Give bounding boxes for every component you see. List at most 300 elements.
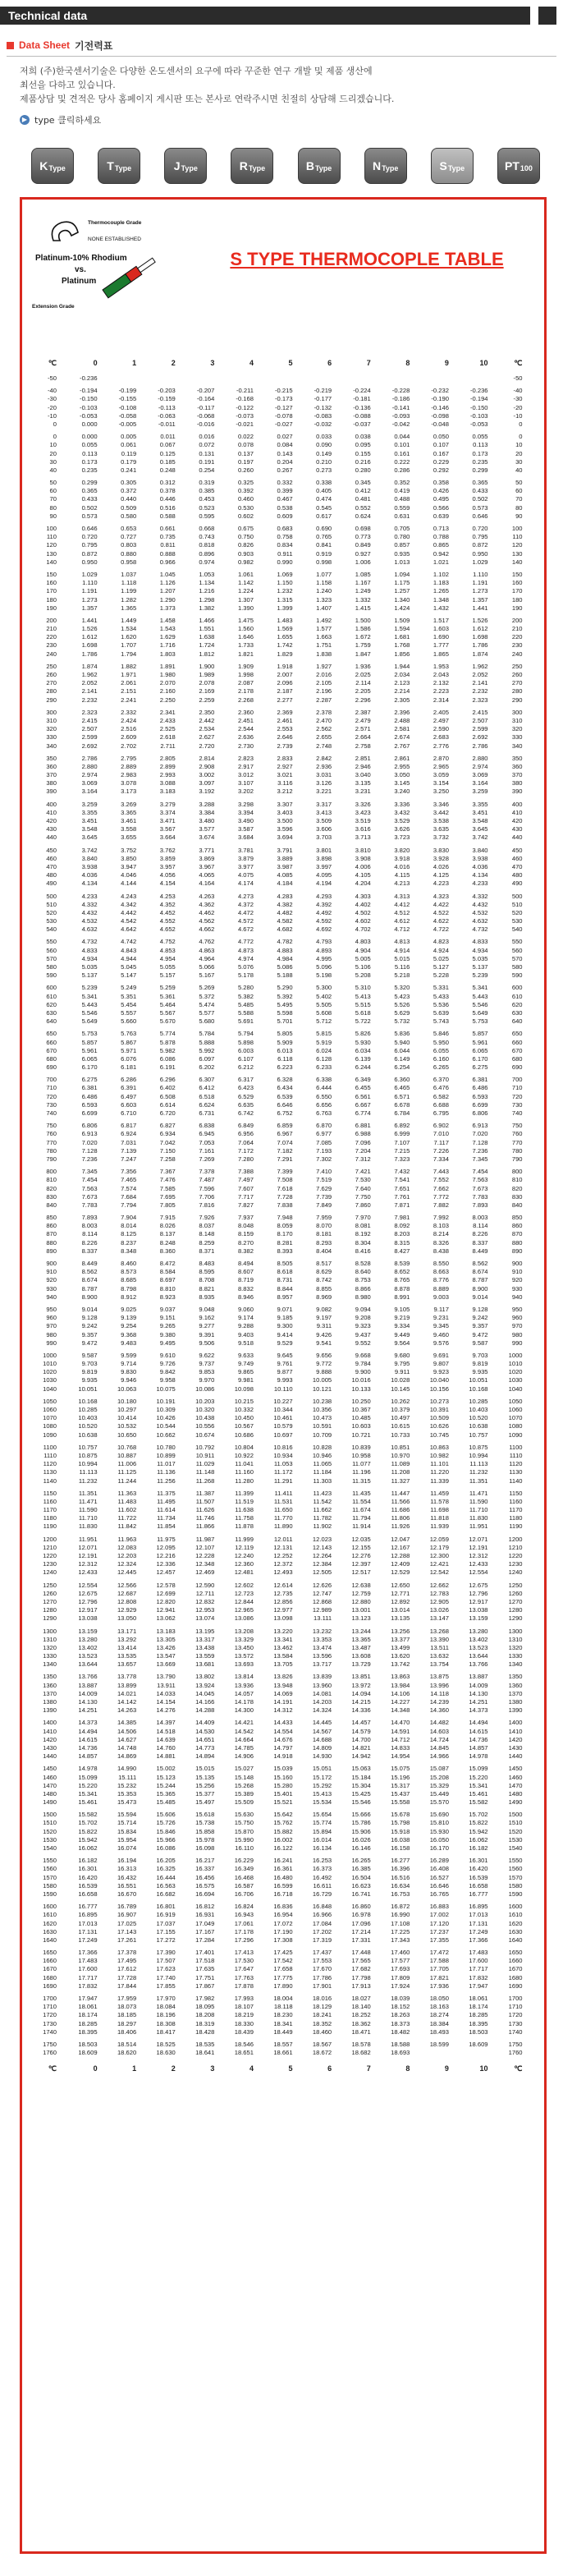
emf-cell: 10.532 [117, 1422, 137, 1430]
emf-cell: 7.236 [81, 1155, 98, 1163]
emf-cell: 13.948 [273, 1681, 293, 1689]
temperature-cell-right: 560 [511, 946, 523, 954]
emf-cell: -0.068 [196, 411, 215, 420]
emf-cell: 13.305 [156, 1635, 176, 1643]
emf-cell: 7.563 [81, 1184, 98, 1192]
emf-cell: 17.855 [156, 1981, 176, 1990]
table-row [30, 1890, 539, 1899]
emf-cell: 13.050 [117, 1614, 137, 1623]
emf-cell: 4.144 [121, 879, 137, 888]
temperature-cell-right: 1420 [508, 1735, 523, 1743]
emf-cell: 5.015 [394, 954, 410, 962]
emf-cell: 14.506 [117, 1727, 137, 1735]
emf-cell: 17.936 [429, 1981, 449, 1990]
emf-cell: 11.890 [273, 1522, 293, 1531]
emf-cell: 8.103 [433, 1222, 449, 1230]
emf-cell: 5.732 [394, 1017, 410, 1026]
emf-cell: 16.277 [391, 1857, 410, 1865]
emf-cell: 11.734 [157, 1514, 176, 1522]
emf-cell: 5.701 [277, 1017, 293, 1026]
emf-cell: 11.006 [117, 1460, 137, 1468]
emf-cell: 7.236 [472, 1146, 488, 1155]
temperature-cell-right: 1490 [508, 1798, 523, 1807]
emf-cell: 1.407 [316, 604, 332, 612]
emf-cell: 15.846 [156, 1827, 176, 1835]
emf-cell: 0.365 [472, 479, 488, 487]
temperature-cell: 820 [46, 1184, 57, 1192]
emf-cell: 12.554 [469, 1568, 488, 1577]
emf-cell: 17.507 [156, 1957, 176, 1965]
emf-cell: 8.912 [121, 1293, 137, 1301]
emf-cell: 7.838 [277, 1201, 293, 1209]
table-row [30, 1765, 539, 1773]
temperature-cell-right: 90 [515, 512, 523, 520]
emf-cell: 17.401 [195, 1949, 215, 1957]
emf-cell: 0.332 [277, 479, 293, 487]
temperature-cell: 70 [49, 495, 57, 503]
emf-cell: 10.497 [391, 1414, 410, 1422]
emf-cell: 3.078 [121, 779, 137, 787]
type-button-k[interactable] [31, 148, 74, 184]
table-row [30, 617, 539, 625]
emf-cell: 8.281 [277, 1238, 293, 1247]
emf-cell: 9.668 [355, 1351, 371, 1359]
emf-cell: 2.151 [121, 687, 137, 696]
emf-cell: 11.232 [469, 1468, 488, 1476]
temperature-cell-right: 430 [511, 825, 523, 833]
emf-cell: 1.794 [121, 650, 137, 658]
emf-cell: 3.423 [355, 808, 371, 816]
emf-cell: 13.559 [195, 1652, 215, 1660]
emf-cell: 13.414 [117, 1643, 137, 1651]
emf-cell: 7.849 [316, 1201, 332, 1209]
emf-cell: 8.048 [237, 1222, 254, 1230]
emf-cell: 18.578 [351, 2040, 371, 2048]
emf-cell: 18.174 [469, 2003, 488, 2011]
emf-cell: 16.337 [195, 1865, 215, 1873]
temperature-cell: 1740 [43, 2027, 57, 2036]
table-row [30, 1598, 539, 1606]
emf-cell: 13.729 [351, 1660, 371, 1669]
emf-cell: 7.399 [277, 1168, 293, 1176]
emf-cell: 13.887 [78, 1681, 98, 1689]
emf-cell: 9.518 [237, 1339, 254, 1347]
emf-cell: 2.043 [433, 671, 449, 678]
emf-cell: 0.460 [237, 495, 254, 503]
emf-cell: 3.480 [199, 817, 215, 824]
emf-cell: 13.256 [391, 1627, 410, 1635]
emf-cell [452, 2049, 492, 2057]
emf-cell: 18.384 [429, 2019, 449, 2027]
emf-cell: 11.208 [391, 1468, 410, 1476]
emf-cell: 12.384 [312, 1560, 332, 1568]
emf-cell: 12.348 [195, 1560, 215, 1568]
emf-cell: 2.259 [199, 696, 215, 704]
emf-cell: 5.208 [355, 971, 371, 980]
temperature-cell-right: 1000 [508, 1351, 523, 1359]
emf-cell: 16.456 [195, 1873, 215, 1881]
emf-cell: 8.505 [277, 1260, 293, 1267]
emf-cell: 13.195 [195, 1627, 215, 1635]
emf-cell: 10.098 [234, 1384, 254, 1393]
emf-cell: 0.646 [81, 525, 98, 532]
emf-cell: 2.507 [472, 716, 488, 724]
emf-cell: 11.722 [117, 1514, 137, 1522]
emf-cell: 2.683 [433, 733, 449, 742]
emf-cell: 1.543 [159, 625, 176, 633]
table-row [30, 1782, 539, 1790]
type-button-j[interactable] [164, 148, 207, 184]
emf-cell: 16.194 [117, 1857, 137, 1865]
emf-cell: 11.902 [313, 1522, 332, 1531]
emf-cell: 10.721 [351, 1430, 371, 1439]
emf-cell: 9.691 [433, 1351, 449, 1359]
emf-cell: 12.059 [429, 1535, 449, 1543]
emf-cell: 17.225 [391, 1927, 410, 1935]
emf-cell: 6.582 [433, 1092, 449, 1100]
emf-cell: 6.593 [81, 1100, 98, 1109]
table-row [30, 963, 539, 971]
emf-cell: 5.402 [316, 992, 332, 1000]
emf-cell: 3.461 [121, 817, 137, 824]
temperature-cell: 1430 [43, 1743, 57, 1752]
emf-cell: 12.650 [391, 1581, 410, 1589]
emf-cell: 18.073 [117, 2003, 137, 2011]
emf-cell: 18.417 [156, 2027, 176, 2036]
emf-cell: 0.698 [355, 525, 371, 532]
emf-cell: 6.827 [159, 1122, 176, 1130]
emf-cell: 0.982 [237, 558, 254, 566]
arrow-icon: ▶ [20, 115, 30, 125]
emf-cell: 3.154 [433, 779, 449, 787]
table-row [30, 679, 539, 687]
emf-cell: 10.768 [117, 1443, 137, 1451]
temperature-cell: 170 [46, 587, 57, 595]
emf-cell: 18.693 [391, 2049, 410, 2057]
emf-cell: 2.070 [159, 679, 176, 687]
emf-cell: 2.889 [121, 762, 137, 770]
type-button-s[interactable] [431, 148, 474, 184]
emf-cell: 6.107 [237, 1054, 254, 1063]
emf-cell: 11.399 [235, 1489, 254, 1497]
emf-cell: 16.599 [273, 1881, 293, 1890]
emf-cell: 9.265 [159, 1322, 176, 1330]
temperature-cell: 690 [46, 1063, 57, 1072]
emf-cell: 5.961 [81, 1046, 98, 1054]
emf-cell: 14.045 [195, 1689, 215, 1697]
emf-cell: 1.449 [121, 616, 137, 624]
column-header: 7 [366, 2064, 371, 2073]
emf-cell: 0.022 [237, 433, 254, 441]
type-button-b[interactable] [298, 148, 341, 184]
type-button-t[interactable] [98, 148, 140, 184]
temperature-cell-right: 920 [511, 1276, 523, 1284]
table-row [30, 1920, 539, 1928]
temperature-cell: 330 [46, 733, 57, 742]
emf-cell: 0.405 [316, 487, 332, 495]
emf-cell: 12.179 [429, 1543, 449, 1551]
table-row [30, 1147, 539, 1155]
emf-cell: 13.183 [156, 1627, 176, 1635]
emf-cell: 2.692 [472, 733, 488, 742]
temperature-cell: 160 [46, 579, 57, 587]
table-row [30, 1176, 539, 1184]
emf-cell: 5.361 [159, 992, 176, 1000]
emf-cell: 10.816 [273, 1443, 293, 1451]
emf-cell: 14.494 [469, 1719, 488, 1727]
temperature-cell-right: 670 [511, 1046, 523, 1054]
emf-cell: 11.951 [469, 1522, 488, 1531]
emf-cell: 4.652 [159, 925, 176, 934]
emf-cell: 16.919 [156, 1911, 176, 1919]
emf-cell: 5.137 [81, 971, 98, 980]
temperature-cell-right: 30 [515, 457, 523, 466]
emf-cell: 16.907 [117, 1911, 137, 1919]
emf-cell: 12.529 [391, 1568, 410, 1577]
emf-cell: 0.161 [394, 449, 410, 457]
emf-cell: 1.962 [81, 671, 98, 678]
temperature-cell: 670 [46, 1046, 57, 1054]
emf-cell: 0.412 [355, 487, 371, 495]
emf-cell: 11.459 [430, 1489, 449, 1497]
emf-cell: 6.934 [159, 1130, 176, 1138]
emf-cell: 12.880 [351, 1597, 371, 1605]
emf-cell: 17.120 [429, 1919, 449, 1927]
emf-cell: 18.682 [351, 2049, 371, 2057]
table-row [30, 1468, 539, 1476]
emf-cell: 13.353 [312, 1635, 332, 1643]
emf-cell: 2.805 [159, 754, 176, 762]
emf-cell: 9.391 [199, 1330, 215, 1339]
emf-cell: 10.450 [234, 1414, 254, 1422]
emf-cell: 0.795 [472, 533, 488, 541]
emf-cell: 1.415 [355, 604, 371, 612]
emf-cell: 1.663 [316, 633, 332, 641]
emf-cell: 0.352 [394, 479, 410, 487]
emf-cell: 6.508 [159, 1092, 176, 1100]
emf-cell: 4.223 [433, 879, 449, 888]
emf-cell: 2.479 [355, 716, 371, 724]
emf-cell: 0.260 [237, 466, 254, 474]
emf-cell: 18.609 [78, 2049, 98, 2057]
emf-cell: 10.332 [234, 1406, 254, 1413]
emf-cell: -0.103 [469, 411, 488, 420]
emf-cell: 7.893 [81, 1214, 98, 1222]
emf-cell: 15.015 [195, 1765, 215, 1773]
type-button-n[interactable] [364, 148, 407, 184]
emf-cell: 9.495 [159, 1339, 176, 1347]
emf-cell: 6.160 [433, 1054, 449, 1063]
emf-cell: 18.107 [234, 2003, 254, 2011]
emf-cell: 17.296 [234, 1935, 254, 1944]
emf-cell: 18.274 [429, 2011, 449, 2019]
emf-cell: 4.964 [199, 954, 215, 962]
emf-cell: 13.839 [312, 1673, 332, 1681]
emf-cell: 4.914 [394, 946, 410, 954]
emf-cell: 1.158 [316, 579, 332, 587]
temperature-cell-right: 1640 [508, 1935, 523, 1944]
emf-cell: 0.661 [159, 525, 176, 532]
emf-cell: 9.014 [81, 1305, 98, 1313]
emf-cell: 15.714 [117, 1819, 137, 1827]
emf-cell: 1.232 [277, 587, 293, 595]
temperature-cell-right: 650 [511, 1030, 523, 1038]
emf-cell: 13.487 [351, 1643, 371, 1651]
emf-cell: 6.784 [394, 1109, 410, 1117]
emf-cell: 3.317 [316, 800, 332, 808]
emf-cell [452, 374, 492, 383]
emf-cell: 16.978 [351, 1911, 371, 1919]
emf-cell: 13.535 [117, 1652, 137, 1660]
emf-cell: 5.198 [316, 971, 332, 980]
emf-cell: 2.646 [277, 733, 293, 742]
emf-cell: 1.399 [277, 604, 293, 612]
emf-cell: 1.768 [394, 641, 410, 650]
emf-cell: 0.481 [355, 495, 371, 503]
emf-cell: 3.288 [199, 800, 215, 808]
emf-cell: 16.824 [234, 1903, 254, 1911]
emf-cell: 7.827 [237, 1201, 254, 1209]
emf-cell: 14.760 [156, 1743, 176, 1752]
emf-cell: 2.936 [316, 762, 332, 770]
emf-cell: 10.603 [351, 1422, 371, 1430]
emf-cell: 12.905 [429, 1597, 449, 1605]
emf-cell: 0.780 [394, 533, 410, 541]
emf-cell: 17.037 [156, 1919, 176, 1927]
temperature-cell: 120 [46, 541, 57, 549]
emf-cell: 16.229 [234, 1857, 254, 1865]
emf-cell: 1.829 [277, 650, 293, 658]
emf-cell: 7.064 [237, 1138, 254, 1146]
temperature-cell: 800 [46, 1168, 57, 1176]
emf-cell: 1.142 [237, 579, 254, 587]
emf-cell: 8.674 [472, 1268, 488, 1276]
table-row [30, 1385, 539, 1394]
emf-cell: 10.638 [469, 1422, 488, 1430]
emf-cell: 4.452 [159, 908, 176, 916]
temperature-cell-right: 1100 [509, 1443, 523, 1451]
emf-cell: 10.168 [78, 1397, 98, 1405]
table-row [30, 1874, 539, 1882]
emf-cell: 15.858 [195, 1827, 215, 1835]
emf-cell: 9.564 [394, 1339, 410, 1347]
emf-cell [413, 374, 452, 383]
emf-cell: 16.954 [273, 1911, 293, 1919]
emf-cell: 16.682 [156, 1890, 176, 1898]
emf-cell: 9.403 [237, 1330, 254, 1339]
emf-cell: 12.240 [234, 1552, 254, 1559]
emf-cell: 14.373 [78, 1719, 98, 1727]
emf-cell: 13.292 [117, 1635, 137, 1643]
emf-cell [179, 374, 218, 383]
temperature-cell: 320 [46, 725, 57, 733]
emf-cell: 1.971 [121, 671, 137, 678]
emf-cell: 13.924 [195, 1681, 215, 1689]
temperature-cell: 1120 [43, 1460, 57, 1468]
emf-cell: 13.268 [429, 1627, 449, 1635]
emf-cell: 10.509 [429, 1414, 449, 1422]
emf-cell: 17.798 [351, 1973, 371, 1981]
emf-cell: 14.409 [195, 1719, 215, 1727]
emf-cell: 18.557 [273, 2040, 293, 2048]
emf-cell: 3.374 [159, 808, 176, 816]
emf-cell: 6.003 [237, 1046, 254, 1054]
emf-cell: 1.102 [433, 570, 449, 578]
emf-cell: 7.085 [316, 1138, 332, 1146]
emf-cell: 13.450 [234, 1643, 254, 1651]
emf-cell: 18.546 [234, 2040, 254, 2048]
emf-cell: 0.000 [81, 433, 98, 441]
column-header: 3 [210, 359, 215, 367]
emf-cell: 9.830 [121, 1368, 137, 1376]
temperature-cell: 960 [46, 1314, 57, 1322]
emf-cell: 4.672 [237, 925, 254, 934]
table-row [30, 1660, 539, 1669]
emf-cell: 4.382 [277, 900, 293, 908]
temperature-cell-right: 640 [511, 1017, 523, 1026]
table-row [30, 1444, 539, 1452]
emf-cell: 1.167 [355, 579, 371, 587]
emf-cell: 9.853 [199, 1368, 215, 1376]
emf-cell: 18.285 [469, 2011, 488, 2019]
table-row [30, 1293, 539, 1302]
type-button-pt[interactable] [497, 148, 540, 184]
emf-cell: 8.866 [355, 1284, 371, 1293]
emf-cell: 8.114 [82, 1230, 98, 1238]
emf-cell: 13.875 [429, 1673, 449, 1681]
temperature-cell: -30 [48, 395, 57, 403]
emf-cell: 2.268 [237, 696, 254, 704]
temperature-cell: 1620 [43, 1919, 57, 1927]
emf-cell: 17.588 [429, 1957, 449, 1965]
emf-cell: 6.614 [159, 1100, 176, 1109]
emf-cell: 12.941 [156, 1606, 176, 1614]
temperature-cell: 260 [46, 671, 57, 678]
table-row [30, 925, 539, 934]
emf-cell: 11.160 [235, 1468, 254, 1476]
divider [7, 56, 556, 57]
emf-cell: 8.125 [121, 1230, 137, 1238]
table-row [30, 495, 539, 503]
emf-cell: -0.150 [469, 403, 488, 411]
emf-cell: 6.402 [159, 1084, 176, 1092]
temperature-cell: 780 [46, 1146, 57, 1155]
emf-cell: 13.996 [429, 1681, 449, 1689]
emf-cell: 5.557 [121, 1008, 137, 1017]
emf-cell: 11.686 [391, 1506, 410, 1514]
emf-cell: 16.062 [469, 1835, 488, 1844]
emf-cell: 0.675 [237, 525, 254, 532]
table-row [30, 1276, 539, 1284]
emf-cell: 7.970 [355, 1214, 371, 1222]
temperature-cell-right: 1270 [508, 1597, 523, 1605]
temperature-cell: -20 [48, 403, 57, 411]
emf-cell: 17.751 [195, 1973, 215, 1981]
emf-cell: 1.357 [472, 595, 488, 604]
temperature-cell-right: 1620 [508, 1919, 523, 1927]
emf-cell: 1.175 [394, 579, 410, 587]
emf-cell: 14.385 [117, 1719, 137, 1727]
emf-cell: 17.143 [117, 1927, 137, 1935]
type-button-r[interactable] [231, 148, 273, 184]
emf-cell: 15.473 [117, 1798, 137, 1807]
emf-cell: 14.748 [117, 1743, 137, 1752]
emf-cell: 2.025 [355, 671, 371, 678]
emf-cell: 3.723 [394, 833, 410, 842]
emf-cell: 14.894 [195, 1752, 215, 1761]
emf-cell: 17.600 [78, 1965, 98, 1973]
emf-cell: 10.051 [469, 1376, 488, 1384]
